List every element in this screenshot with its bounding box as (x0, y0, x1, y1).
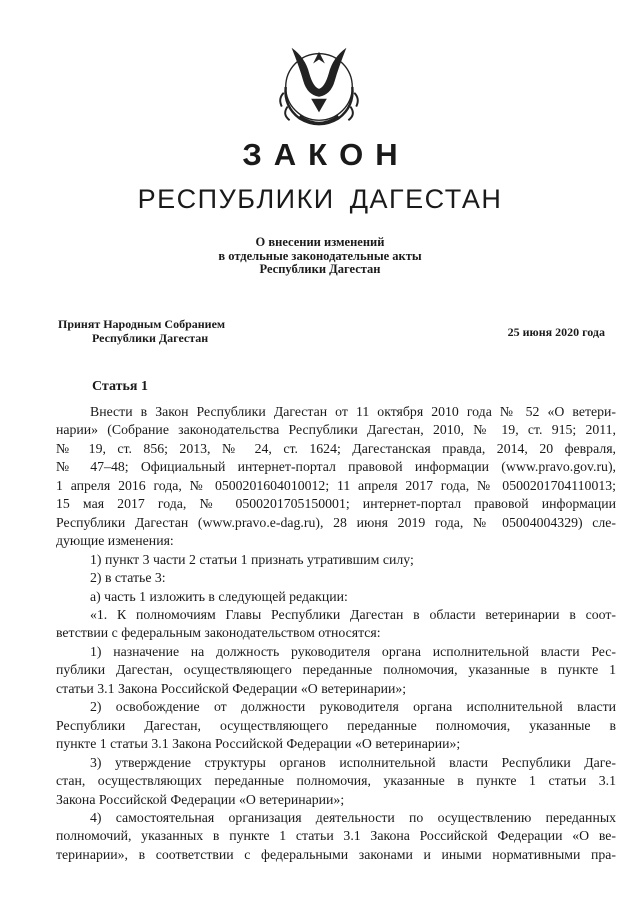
body-line: теринарии», в соответствии с федеральными законами и иными нормативными пра- (56, 846, 616, 862)
body-line: 1) назначение на должность руководителя органа исполнительной власти Рес- (90, 643, 616, 659)
law-subject-line: О внесении изменений (255, 235, 385, 249)
body-line: 4) самостоятельная организация деятельности по осуществлению переданных (90, 809, 616, 825)
body-line: № 19, ст. 856; 2013, № 24, ст. 1624; Дагестанская правда, 2014, 20 февраля, (56, 440, 616, 456)
body-line: ветствии с федеральным законодательством относятся: (56, 625, 381, 641)
body-line: а) часть 1 изложить в следующей редакции: (90, 588, 348, 604)
republic-title: РЕСПУБЛИКИ ДАГЕСТАН (137, 184, 503, 214)
body-line: Закона Российской Федерации «О ветеринарии»; (56, 791, 345, 807)
body-line: Республики Дагестан (www.pravo.e-dag.ru), 28 июня 2019 года, № 05004004329) сле- (56, 514, 616, 530)
body-line: статьи 3.1 Закона Российской Федерации «О ветеринарии»; (56, 680, 407, 696)
article-heading: Статья 1 (92, 379, 148, 394)
body-line: публики Дагестан, осуществляющего переданные полномочия, указанные в пункте 1 (56, 662, 616, 678)
adopted-by-line: Республики Дагестан (92, 331, 209, 345)
body-line: пункте 1 статьи 3.1 Закона Российской Федерации «О ветеринарии»; (56, 736, 461, 752)
law-subject-line: в отдельные законодательные акты (218, 248, 422, 263)
law-subject (0, 236, 640, 277)
coat-of-arms-emblem (270, 38, 368, 132)
adopted-by-line: Принят Народным Собранием (58, 317, 226, 331)
body-line: 3) утверждение структуры органов исполнительной власти Республики Даге- (90, 754, 616, 770)
document-title: ЗАКОН (242, 137, 410, 172)
body-line: нарии» (Собрание законодательства Республики Дагестан, 2010, № 19, ст. 915; 2011, (56, 422, 616, 438)
adopted-by (58, 317, 225, 345)
body-line: дующие изменения: (56, 533, 174, 549)
body-line: 1) пункт 3 части 2 статьи 1 признать утратившим силу; (90, 551, 414, 567)
adoption-date: 25 июня 2020 года (507, 325, 605, 339)
body-line: 1 апреля 2016 года, № 0500201604010012; 11 апреля 2017 года, № 0500201704110013; (56, 477, 616, 493)
body-line: стан, осуществляющих переданные полномочия, указанные в пункте 1 статьи 3.1 (56, 773, 616, 789)
body-line: Республики Дагестан, осуществляющего переданные полномочия, указанные в (56, 717, 616, 733)
article-body (56, 403, 616, 864)
body-line: Внести в Закон Республики Дагестан от 11 октября 2010 года № 52 «О ветери- (90, 404, 616, 419)
body-line: № 47–48; Официальный интернет-портал правовой информации (www.pravo.gov.ru), (56, 459, 616, 475)
body-line: 2) в статье 3: (90, 570, 166, 586)
body-line: 15 мая 2017 года, № 0500201705150001; интернет-портал правовой информации (56, 496, 616, 512)
law-subject-line: Республики Дагестан (259, 262, 381, 276)
body-line: 2) освобождение от должности руководителя органа исполнительной власти (90, 699, 616, 715)
body-line: полномочий, указанных в пункте 1 статьи 3.1 Закона Российской Федерации «О ве- (56, 828, 616, 844)
body-line: «1. К полномочиям Главы Республики Дагестан в области ветеринарии в соот- (90, 606, 616, 622)
